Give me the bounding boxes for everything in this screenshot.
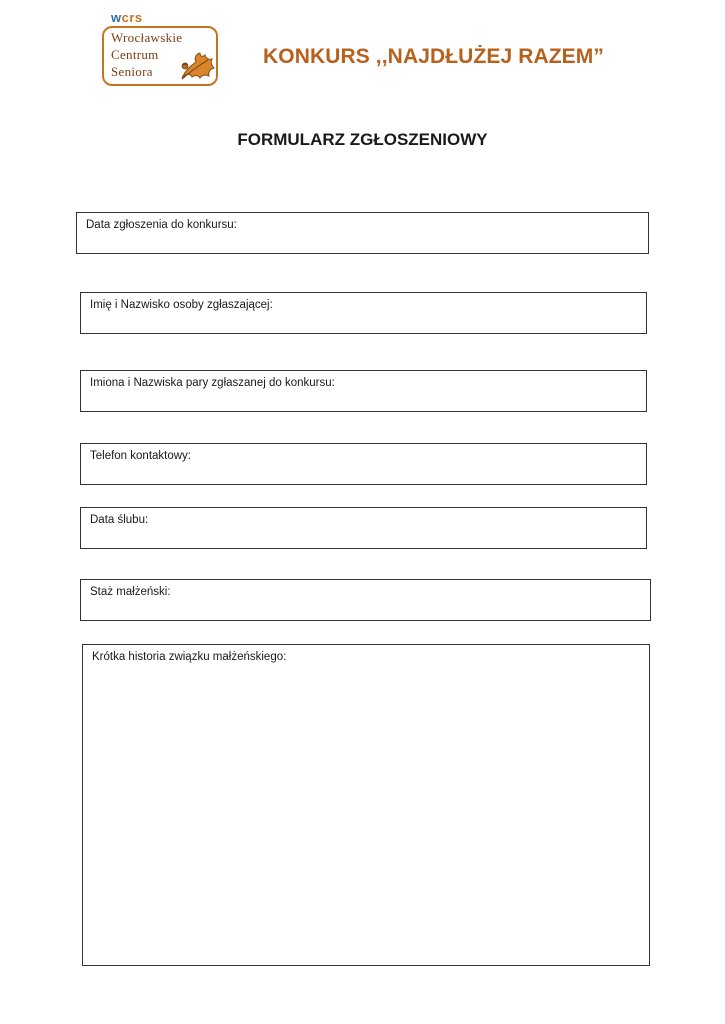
wcrs-wordmark: wcrs (111, 10, 143, 25)
wedding-date-label: Data ślubu: (90, 514, 149, 526)
logo-text-line-1: Wrocławskie (111, 30, 183, 45)
applicant-name-field[interactable] (80, 292, 647, 334)
applicant-name-label: Imię i Nazwisko osoby zgłaszającej: (90, 299, 273, 311)
logo-text-line-3: Seniora (111, 64, 153, 79)
contest-title: KONKURS ,,NAJDŁUŻEJ RAZEM” (263, 45, 604, 68)
phone-label: Telefon kontaktowy: (90, 450, 192, 462)
form-title: FORMULARZ ZGŁOSZENIOWY (237, 130, 488, 149)
wedding-date-field[interactable] (80, 507, 647, 549)
submission-date-label: Data zgłoszenia do konkursu: (86, 219, 237, 231)
relationship-history-label: Krótka historia związku małżeńskiego: (92, 651, 287, 663)
logo-text-line-2: Centrum (111, 47, 159, 62)
phone-field[interactable] (80, 443, 647, 485)
logo-frame (102, 26, 218, 86)
relationship-history-field[interactable] (82, 644, 650, 966)
oak-leaf-icon (176, 48, 216, 84)
marriage-length-field[interactable] (80, 579, 651, 621)
couple-names-label: Imiona i Nazwiska pary zgłaszanej do konkursu: (90, 377, 335, 389)
wcs-logo (102, 11, 218, 85)
submission-date-field[interactable] (76, 212, 649, 254)
couple-names-field[interactable] (80, 370, 647, 412)
marriage-length-label: Staż małżeński: (90, 586, 171, 598)
